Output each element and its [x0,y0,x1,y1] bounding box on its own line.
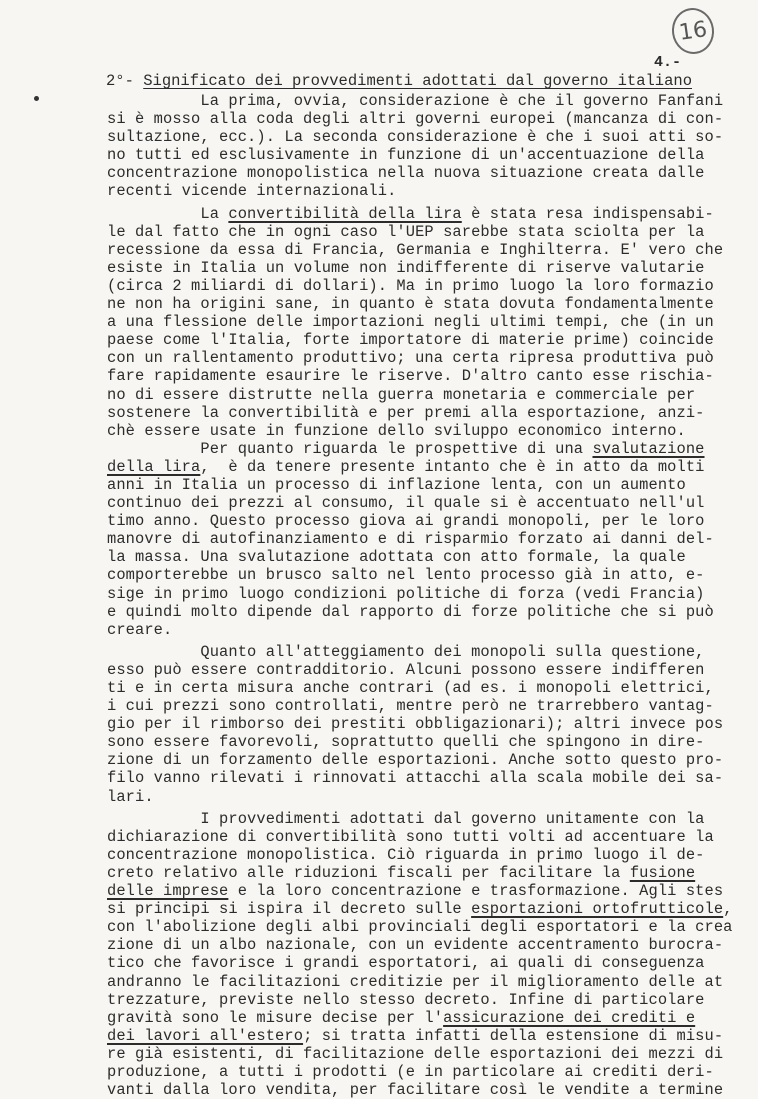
text-span: è stata resa indispensabi- [461,204,714,223]
text-line [107,440,707,458]
text-line: I provvedimenti adottati dal governo unitamente con la [107,809,705,828]
text-line: gio per il rimborso dei prestiti obbligazionari); altri invece pos [107,715,724,734]
text-span: , [723,900,733,919]
paragraph-1 [107,92,724,201]
text-span: e la loro concentrazione e trasformazione. Agli stes [228,882,724,901]
text-line: anni in Italia un processo di inflazione lenta, con un aumento [107,475,686,494]
text-line: no di essere distrutte nella guerra monetaria e commerciale per [107,385,696,404]
text-line: e quindi molto dipende dal rapporto di forze politiche che si può [107,602,714,621]
text-line: continuo dei prezzi al consumo, il quale si è accentuato nell'ul [107,494,705,513]
text-line: filo vanno rilevati i rinnovati attacchi alla scala mobile dei sa- [107,769,724,788]
text-line: comporterebbe un brusco salto nel lento processo già in atto, e- [107,566,705,585]
text-line [107,1009,707,1027]
text-line: paese come l'Italia, forte importatore di materie prime) coincide [107,331,714,350]
text-span: si principi si ispira il decreto sulle [107,900,472,919]
text-span: Per quanto riguarda le prospettive di una [107,439,593,458]
text-line: sono essere favorevoli, soprattutto quelli che spingono in dire- [107,733,705,752]
text-line: concentrazione monopolistica. Ciò riguarda in primo luogo il de- [107,845,705,864]
text-line [107,1026,724,1045]
text-line: no tutti ed esclusivamente in funzione di un'accentuazione della [107,146,705,165]
margin-dot [34,96,39,101]
text-line: ti e in certa misura anche contrari (ad es. i monopoli elettrici, [107,679,714,697]
text-line: esso può essere contradditorio. Alcuni possono essere indifferen [107,660,705,679]
text-line: Quanto all'atteggiamento dei monopoli sulla questione, [107,642,705,661]
circled-page-number: 16 [669,5,717,56]
text-line: con un rallentamento produttivo; una certa ripresa produttiva può [107,349,714,368]
text-line: re già esistenti, di facilitazione delle esportazioni dei mezzi di [107,1044,724,1063]
paragraph-3 [107,439,714,639]
text-line: zione di un forzamento delle esportazioni. Anche sotto questo pro- [107,751,724,770]
text-line [107,882,724,901]
text-line: chè essere usate in funzione dello sviluppo economico interno. [107,421,686,440]
text-span: gravità sono le misure decise per l' [107,1008,444,1027]
text-line [107,864,707,882]
underlined-term: assicurazione dei crediti e [443,1008,696,1027]
text-line: (circa 2 miliardi di dollari). Ma in primo luogo la loro formazio [107,276,714,295]
text-line: recessione da essa di Francia, Germania e Inghilterra. E' vero che [107,240,724,259]
text-line [107,204,714,223]
underlined-term: esportazioni ortofrutticole [471,900,724,919]
underlined-term: svalutazione [592,439,705,458]
text-span: creto relativo alle riduzioni fiscali per facilitare la [107,863,630,882]
document-body [107,92,733,1099]
text-line: zione di un albo nazionale, con un evidente accentramento burocra- [107,936,724,955]
text-line: produzione, a tutti i prodotti (e in particolare ai crediti deri- [107,1062,714,1081]
text-line: recenti vicende internazionali. [107,182,397,201]
text-line: le dal fatto che in ogni caso l'UEP sarebbe stata sciolta per la [107,222,705,241]
text-line: a una flessione delle importazioni negli ultimi tempi, che (in un [107,313,714,332]
text-line [107,458,707,476]
underlined-term: della lira [107,457,201,476]
section-heading [106,72,692,90]
text-line: timo anno. Questo processo giova ai grandi monopoli, per le loro [107,512,705,531]
text-line: La prima, ovvia, considerazione è che il governo Fanfani [107,92,724,110]
text-line: la massa. Una svalutazione adottata con atto formale, la quale [107,548,686,567]
text-line [107,900,733,919]
text-span: La [107,204,229,223]
text-line: i cui prezzi sono controllati, mentre però ne trarrebbero vantag- [107,697,714,716]
text-span: ; si tratta infatti della estensione di misu- [303,1026,724,1045]
paragraph-5 [107,809,733,1099]
text-span: , è da tenere presente intanto che è in atto da molti [200,457,705,476]
text-line: tico che favorisce i grandi esportatori, ai quali di conseguenza [107,954,705,973]
text-line: vanti dalla loro vendita, per facilitare così le vendite a termine [107,1081,724,1099]
underlined-term: fusione [629,863,696,882]
text-line: si è mosso alla coda degli altri governi europei (mancanza di con- [107,110,724,129]
paragraph-4 [107,642,724,806]
text-line: trezzature, previste nello stesso decreto. Infine di particolare [107,990,705,1009]
text-line: manovre di autofinanziamento e di risparmio forzato ai danni del- [107,530,714,549]
underlined-term: delle imprese [107,882,229,901]
text-line: sige in primo luogo condizioni politiche di forza (vedi Francia) [107,584,705,603]
text-line: ne non ha origini sane, in quanto è stata dovuta fondamentalmente [107,295,714,314]
text-line: creare. [107,620,173,639]
text-line: andranno le facilitazioni creditizie per il miglioramento delle at [107,972,724,991]
text-line: sostenere la convertibilità e per premi alla esportazione, anzi- [107,403,705,422]
text-line: lari. [107,787,154,806]
text-line: sultazione, ecc.). La seconda considerazione è che i suoi atti so- [107,128,724,147]
page-number: 4.- [654,54,682,71]
paragraph-2 [107,204,724,440]
underlined-term: convertibilità della lira [228,204,462,223]
heading-title: Significato dei provvedimenti adottati dal governo italiano [143,72,693,90]
text-line: concentrazione monopolistica nella nuova situazione creata dalle [107,164,705,183]
text-line: con l'abolizione degli albi provinciali degli esportatori e la crea [107,918,733,937]
text-line: esiste in Italia un volume non indifferente di riserve valutarie [107,258,705,277]
underlined-term: dei lavori all'estero [107,1026,304,1045]
text-line: dichiarazione di convertibilità sono tutti volti ad accentuare la [107,827,714,846]
text-line: fare rapidamente esaurire le riserve. D'altro canto esse rischia- [107,367,714,386]
heading-prefix: 2°- [106,72,144,90]
